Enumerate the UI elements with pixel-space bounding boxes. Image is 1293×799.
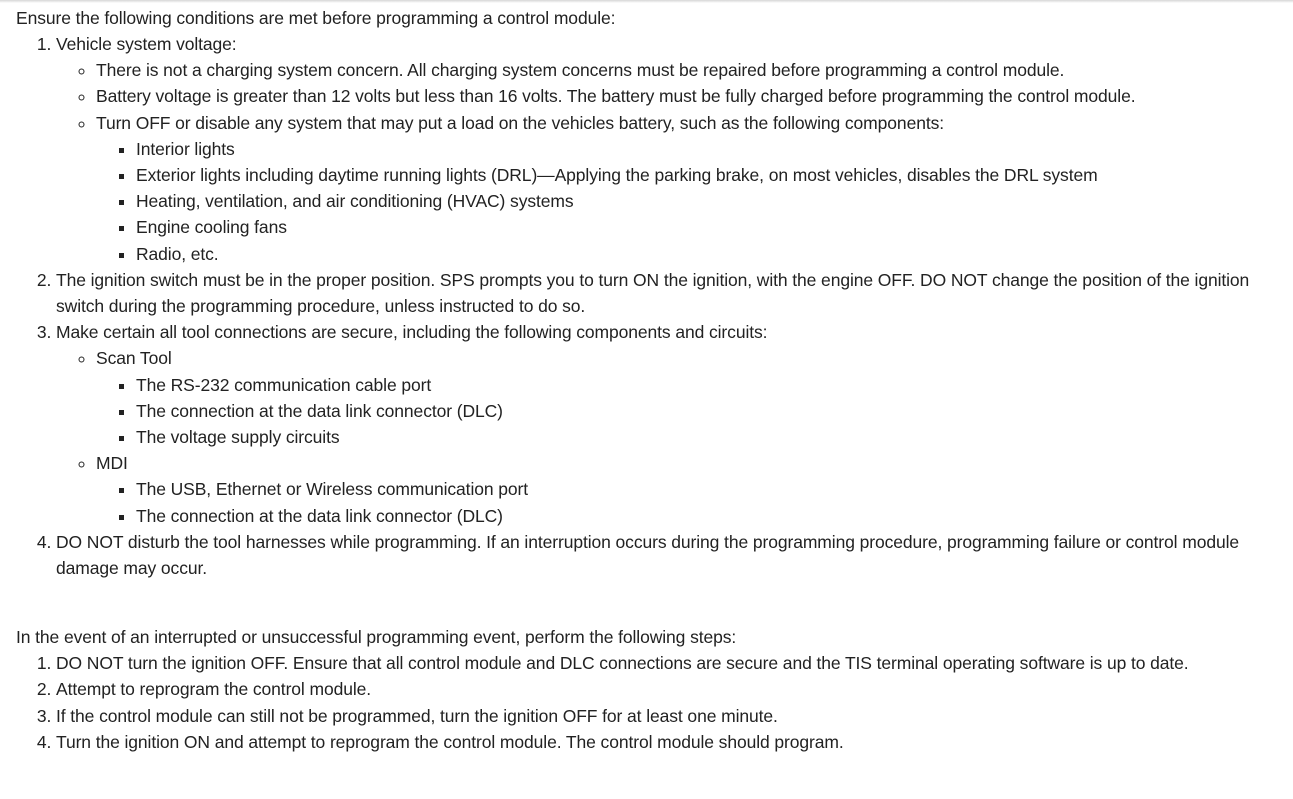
document-body (16, 5, 1288, 755)
precondition-steps (16, 31, 1288, 581)
list-item-text: Battery voltage is greater than 12 volts but less than 16 volts. The battery must be fully charged before programming the control module. (96, 86, 1136, 107)
section2-intro: In the event of an interrupted or unsuccessful programming event, perform the following steps: (16, 627, 737, 648)
list-item-text: Scan Tool (96, 348, 172, 369)
step-3-text: Make certain all tool connections are secure, including the following components and circuits: (56, 322, 768, 343)
list-item (96, 83, 1288, 109)
list-item: ▪ Exterior lights including daytime running lights (DRL)—Applying the parking brake, on most vehicles, disables the DRL system (136, 162, 1288, 188)
list-item: ▪ The voltage supply circuits (136, 424, 1288, 450)
step-1-text: Vehicle system voltage: (56, 34, 237, 54)
step-2 (56, 267, 1288, 319)
list-item: ▪ The RS-232 communication cable port (136, 372, 1288, 398)
list-item (96, 57, 1288, 83)
list-item: 2. Attempt to reprogram the control module. (56, 676, 1288, 702)
list-item: ▪ Heating, ventilation, and air conditioning (HVAC) systems (136, 188, 1288, 214)
list-item: ▪ Interior lights (136, 136, 1288, 162)
list-item (96, 110, 1288, 267)
scan-tool-list (96, 372, 1288, 451)
voltage-sublist (56, 57, 1288, 267)
step-3 (56, 319, 1288, 529)
list-item: 4. Turn the ignition ON and attempt to reprogram the control module. The control module should program. (56, 729, 1288, 755)
list-item: ▪ The connection at the data link connector (DLC) (136, 503, 1288, 529)
list-item: 1. DO NOT turn the ignition OFF. Ensure that all control module and DLC connections are secure and the TIS terminal operating software is up to date. (56, 650, 1288, 676)
step-4 (56, 529, 1288, 581)
mdi-list (96, 476, 1288, 528)
section1-intro: Ensure the following conditions are met before programming a control module: (16, 8, 616, 28)
list-item: ▪ Engine cooling fans (136, 214, 1288, 240)
list-item-text: MDI (96, 453, 128, 474)
list-item (96, 345, 1288, 450)
top-shadow (0, 0, 1293, 3)
list-item: ▪ Radio, etc. (136, 241, 1288, 267)
step-2-text: The ignition switch must be in the proper position. SPS prompts you to turn ON the ignition, with the engine OFF. DO NOT change the position of the ignition switch during the programming procedure, unless instructed to do so. (56, 269, 1250, 317)
list-item (96, 450, 1288, 529)
list-item: ▪ The connection at the data link connector (DLC) (136, 398, 1288, 424)
recovery-steps (16, 650, 1288, 755)
list-item-text: There is not a charging system concern. All charging system concerns must be repaired before programming a control module. (96, 60, 1065, 81)
step-4-text: DO NOT disturb the tool harnesses while programming. If an interruption occurs during the programming procedure, programming failure or control module damage may occur. (56, 531, 1240, 579)
load-components-list (96, 136, 1288, 267)
list-item-text: Turn OFF or disable any system that may put a load on the vehicles battery, such as the following components: (96, 112, 945, 133)
step-1 (56, 31, 1288, 267)
tool-connections-sublist (56, 345, 1288, 528)
list-item: 3. If the control module can still not be programmed, turn the ignition OFF for at least one minute. (56, 703, 1288, 729)
list-item: ▪ The USB, Ethernet or Wireless communication port (136, 476, 1288, 502)
